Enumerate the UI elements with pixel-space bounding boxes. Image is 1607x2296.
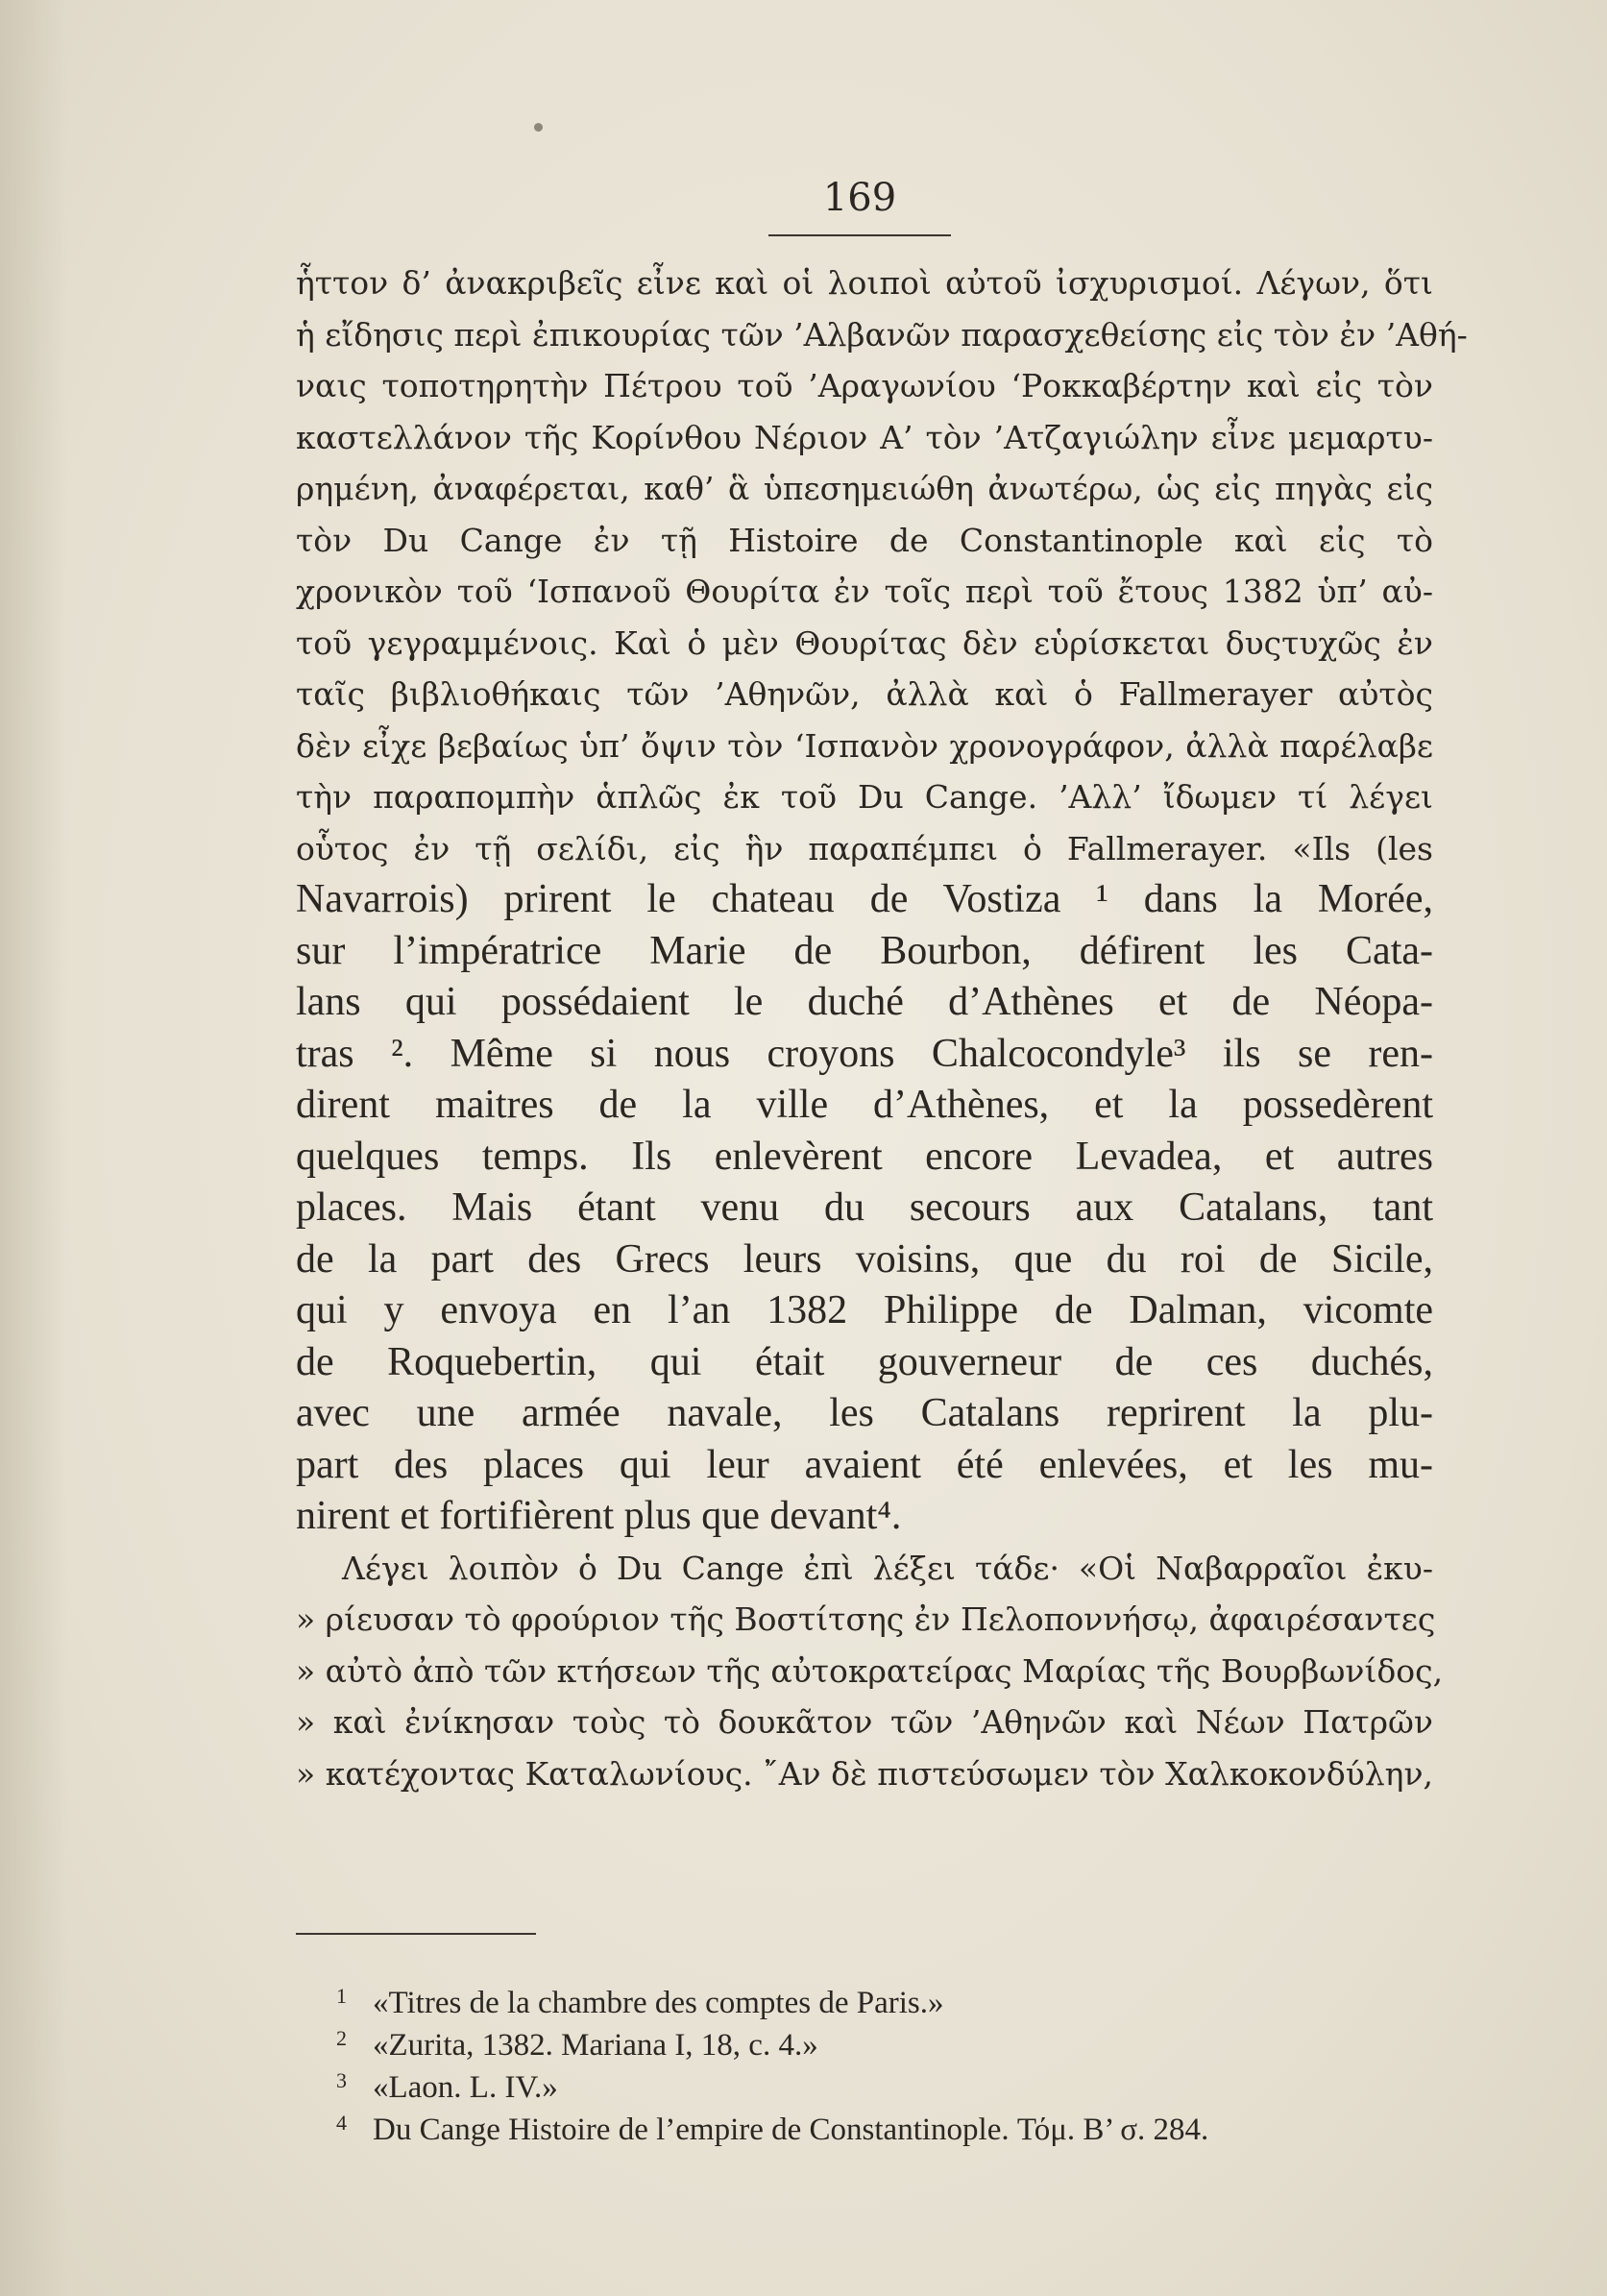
text-line: ταῖς βιβλιοθήκαις τῶν ’Αθηνῶν, ἀλλὰ καὶ ὁ Fallmerayer αὐτὸς [296, 675, 1433, 713]
text-line: quelques temps. Ils enlevèrent encore Levadea, et autres [296, 1134, 1433, 1179]
text-line: places. Mais étant venu du secours aux Catalans, tant [296, 1185, 1433, 1230]
text-line: sur l’impératrice Marie de Bourbon, défirent les Cata- [296, 928, 1433, 973]
spine-shadow [0, 0, 67, 2296]
text-line: nirent et fortifièrent plus que devant⁴. [296, 1494, 902, 1538]
text-line: καστελλάνον τῆς Κορίνθου Νέριον Α’ τὸν ’Ατζαγιώλην εἶνε μεμαρτυ- [296, 418, 1433, 456]
ink-dot [534, 123, 543, 132]
text-line: ρημένη, ἀναφέρεται, καθ’ ἃ ὑπεσημειώθη ἀνωτέρω, ὡς εἰς πηγὰς εἰς [296, 470, 1433, 507]
text-line: tras ². Même si nous croyons Chalcocondyle³ ils se ren- [296, 1031, 1433, 1076]
text-line: de la part des Grecs leurs voisins, que du roi de Sicile, [296, 1236, 1433, 1282]
text-line: de Roquebertin, qui était gouverneur de ces duchés, [296, 1339, 1433, 1384]
footnote-number: 3 [336, 2068, 347, 2092]
text-line: lans qui possédaient le duché d’Athènes et de Néopa- [296, 980, 1433, 1024]
text-line: qui y envoya en l’an 1382 Philippe de Dalman, vicomte [296, 1288, 1433, 1332]
text-line: » καὶ ἐνίκησαν τοὺς τὸ δουκᾶτον τῶν ’Αθηνῶν καὶ Νέων Πατρῶν [296, 1703, 1433, 1741]
text-line: » κατέχοντας Καταλωνίους. ῎Αν δὲ πιστεύσωμεν τὸν Χαλκοκονδύλην, [296, 1754, 1433, 1793]
footnotes [336, 1975, 1441, 2147]
body-text [296, 257, 1468, 1799]
text-line: χρονικὸν τοῦ ‘Ισπανοῦ Θουρίτα ἐν τοῖς περὶ τοῦ ἔτους 1382 ὑπ’ αὐ- [296, 573, 1433, 610]
text-line: τοῦ γεγραμμένοις. Καὶ ὁ μὲν Θουρίτας δὲν εὑρίσκεται δυςτυχῶς ἐν [296, 623, 1433, 662]
text-line: τὴν παραπομπὴν ἁπλῶς ἐκ τοῦ Du Cange. ’Αλλ’ ἴδωμεν τί λέγει [296, 778, 1433, 816]
text-line: δὲν εἶχε βεβαίως ὑπ’ ὄψιν τὸν ‘Ισπανὸν χρονογράφον, ἀλλὰ παρέλαβε [296, 726, 1433, 765]
footnote [336, 2060, 1441, 2105]
footnote [336, 2102, 1441, 2147]
footnote [336, 1975, 1441, 2020]
page-number: 169 [822, 176, 897, 220]
text-line: ἧττον δ’ ἀνακριβεῖς εἶνε καὶ οἱ λοιποὶ αὐτοῦ ἰσχυρισμοί. Λέγων, ὅτι [296, 264, 1433, 302]
footnote-text: «Zurita, 1382. Mariana I, 18, c. 4.» [373, 2028, 818, 2063]
text-line: οὗτος ἐν τῇ σελίδι, εἰς ἣν παραπέμπει ὁ Fallmerayer. «Ils (les [296, 829, 1433, 867]
text-line: Navarrois) prirent le chateau de Vostiza ¹ dans la Morée, [296, 877, 1433, 921]
text-line: ἡ εἴδησις περὶ ἐπικουρίας τῶν ’Αλβανῶν παρασχεθείσης εἰς τὸν ἐν ’Αθή- [296, 315, 1468, 354]
footnote-text: Du Cange Histoire de l’empire de Constantinople. Τόμ. Β’ σ. 284. [373, 2113, 1209, 2147]
footnote [336, 2017, 1441, 2063]
footnote-text: «Titres de la chambre des comptes de Paris.» [373, 1986, 944, 2020]
text-line: dirent maitres de la ville d’Athènes, et la possedèrent [296, 1083, 1433, 1127]
text-line: ναις τοποτηρητὴν Πέτρου τοῦ ’Αραγωνίου ‘Ροκκαβέρτην καὶ εἰς τὸν [296, 367, 1433, 404]
text-line: part des places qui leur avaient été enlevées, et les mu- [296, 1442, 1433, 1487]
footnote-rule [296, 1933, 536, 1935]
footnote-text: «Laon. L. IV.» [373, 2070, 558, 2105]
page-number-rule [768, 234, 951, 236]
text-line: » ρίευσαν τὸ φρούριον τῆς Βοστίτσης ἐν Πελοποννήσῳ, ἀφαιρέσαντες [296, 1600, 1436, 1638]
text-line: τὸν Du Cange ἐν τῇ Histoire de Constantinople καὶ εἰς τὸ [296, 521, 1433, 559]
text-line: avec une armée navale, les Catalans reprirent la plu- [296, 1391, 1433, 1435]
footnote-number: 2 [336, 2026, 347, 2050]
text-line: » αὐτὸ ἀπὸ τῶν κτήσεων τῆς αὐτοκρατείρας Μαρίας τῆς Βουρβωνίδος, [296, 1651, 1444, 1690]
footnote-number: 4 [336, 2111, 347, 2135]
footnote-number: 1 [336, 1984, 347, 2008]
text-line: Λέγει λοιπὸν ὁ Du Cange ἐπὶ λέξει τάδε· «Οἱ Ναβαρραῖοι ἐκυ- [342, 1549, 1433, 1587]
